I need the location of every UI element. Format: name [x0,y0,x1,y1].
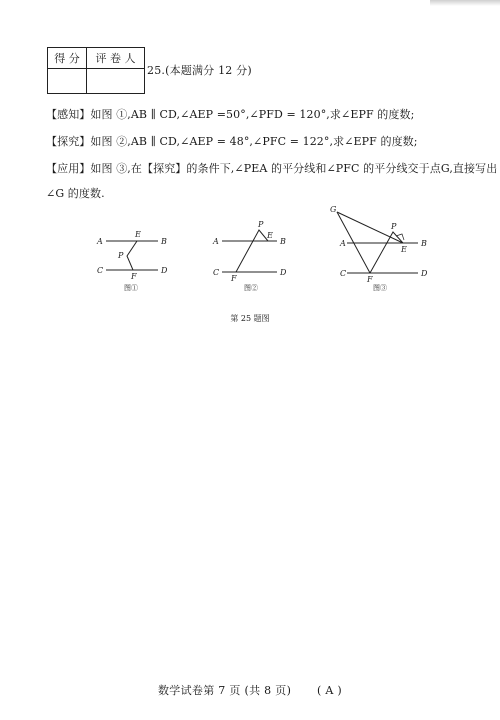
explore-text: 【探究】如图 ②,AB ∥ CD,∠AEP = 48°,∠PFC = 122°,求∠EPF 的度数; [46,135,418,148]
footer-variant: ( A ) [316,684,342,697]
grader-cell [87,69,145,94]
fig3-label-p: P [391,222,397,231]
fig1-label-a: A [97,237,103,246]
figure-group-caption: 第 25 题图 [230,314,270,323]
fig3-label-a: A [340,239,346,248]
fig3-label-b: B [421,239,427,248]
fig3-label-f: F [367,275,373,284]
fig1-label-f: F [131,272,137,281]
figures-svg [0,196,500,306]
fig3-caption: 图③ [373,284,387,292]
fig1-label-d: D [161,266,168,275]
fig2-label-p: P [258,220,264,229]
fig3-label-c: C [340,269,347,278]
fig1-label-e: E [135,230,141,239]
fig2-label-f: F [231,274,237,283]
fig2-label-a: A [213,237,219,246]
apply-text-line1: 【应用】如图 ③,在【探究】的条件下,∠PEA 的平分线和∠PFC 的平分线交于点G,直接写出 [46,162,498,175]
fig3-label-d: D [421,269,428,278]
fig2-label-b: B [280,237,286,246]
fig1-path-epf [127,241,137,270]
figures-area [0,196,500,306]
grader-label: 评 卷 人 [87,48,145,69]
perceive-text: 【感知】如图 ①,AB ∥ CD,∠AEP =50°,∠PFD = 120°,求∠EPF 的度数; [46,108,415,121]
fig2-path-fpe [236,230,268,272]
fig1-label-b: B [161,237,167,246]
score-label: 得 分 [48,48,87,69]
fig3-label-g: G [330,205,337,214]
fig1-caption: 图① [124,284,138,292]
fig1-label-c: C [97,266,104,275]
fig1-label-p: P [118,251,124,260]
page-footer [0,682,500,698]
fig2-label-c: C [213,268,220,277]
score-cell [48,69,87,94]
question-number: 25.(本题满分 12 分) [147,64,252,77]
fig2-caption: 图② [244,284,258,292]
apply-text-line2: ∠G 的度数. [46,187,105,200]
fig2-label-e: E [267,231,273,240]
fig2-label-d: D [280,268,287,277]
fig3-path-fpe [370,232,403,273]
footer-page-info: 数学试卷第 7 页 (共 8 页) [158,684,292,697]
scan-corner-shadow [430,0,500,6]
grading-box [47,47,145,94]
fig3-label-e: E [401,245,407,254]
